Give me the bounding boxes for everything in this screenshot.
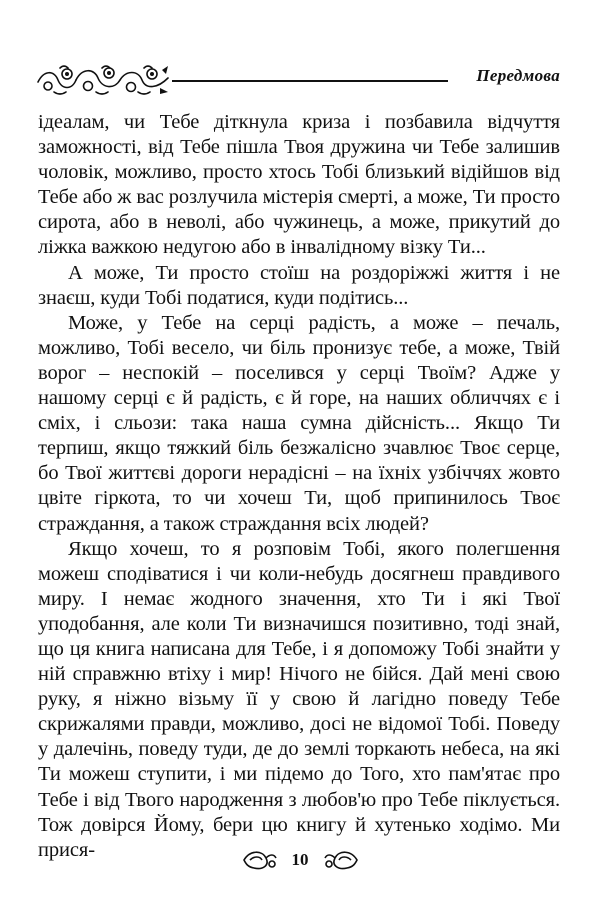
left-leaf-ornament-icon	[242, 848, 278, 872]
paragraph-2: А може, Ти просто стоїш на роздоріжжі життя і не знаєш, куди Тобі податися, куди подітись...	[38, 261, 560, 309]
paragraph-3: Може, у Тебе на серці радість, а може – печаль, можливо, Тобі весело, чи біль пронизує тебе, а може, Твій ворог – неспокій – поселився у серці Твоїм? Адже у нашому серці є й радість, є й горе, на наших обличчях є і сміх, і сльози: така наша сумна дійсність... Якщо Ти терпиш, якщо тяжкий біль безжалісно зчавлює Твоє серце, бо Твої життєві дороги нерадісні – на їхніх узбіччях жовто цвіте гіркота, то чи хочеш Ти, щоб припинилось Твоє страждання, а також страждання всіх людей?	[38, 311, 560, 535]
paragraph-4: Якщо хочеш, то я розповім Тобі, якого полегшення можеш сподіватися і чи коли-небудь досягнеш правдивого миру. І немає жодного значення, хто Ти і які Твої уподобання, але коли Ти визначишся позитивно, тоді знай, що ця книга написана для Тебе, і я допоможу Тобі знайти у ній справжню втіху і мир! Нічого не бійся. Дай мені свою руку, я ніжно візьму її у свою й лагідно поведу Тебе скрижалями правди, можливо, досі не відомої Тобі. Поведу у далечінь, поведу туди, де до землі торкають небеса, на які Ти можеш ступити, і ми підемо до Того, хто пам'ятає про Тебе і від Твого народження з любов'ю про Тебе піклується. Тож довірся Йому, бери цю книгу й хутенько ходімо. Ми прися-	[38, 537, 560, 861]
page-number: 10	[291, 850, 309, 869]
header-rule	[172, 80, 448, 82]
right-leaf-ornament-icon	[323, 848, 359, 872]
body-text	[38, 110, 560, 863]
page-footer	[0, 848, 600, 878]
paragraph-1: ідеалам, чи Тебе діткнула криза і позбавила відчуття заможності, від Тебе пішла Твоя дружина чи Тебе залишив чоловік, можливо, просто хтось Тобі близький відійшов від Тебе або ж вас розлучила містерія смерті, а може, Ти просто сирота, або в неволі, або чужинець, а може, прикутий до ліжка важкою недугою або в інвалідному візку Ти...	[38, 111, 560, 259]
floral-ornament-icon	[34, 60, 172, 100]
running-header	[34, 60, 560, 100]
section-title: Передмова	[476, 66, 560, 85]
